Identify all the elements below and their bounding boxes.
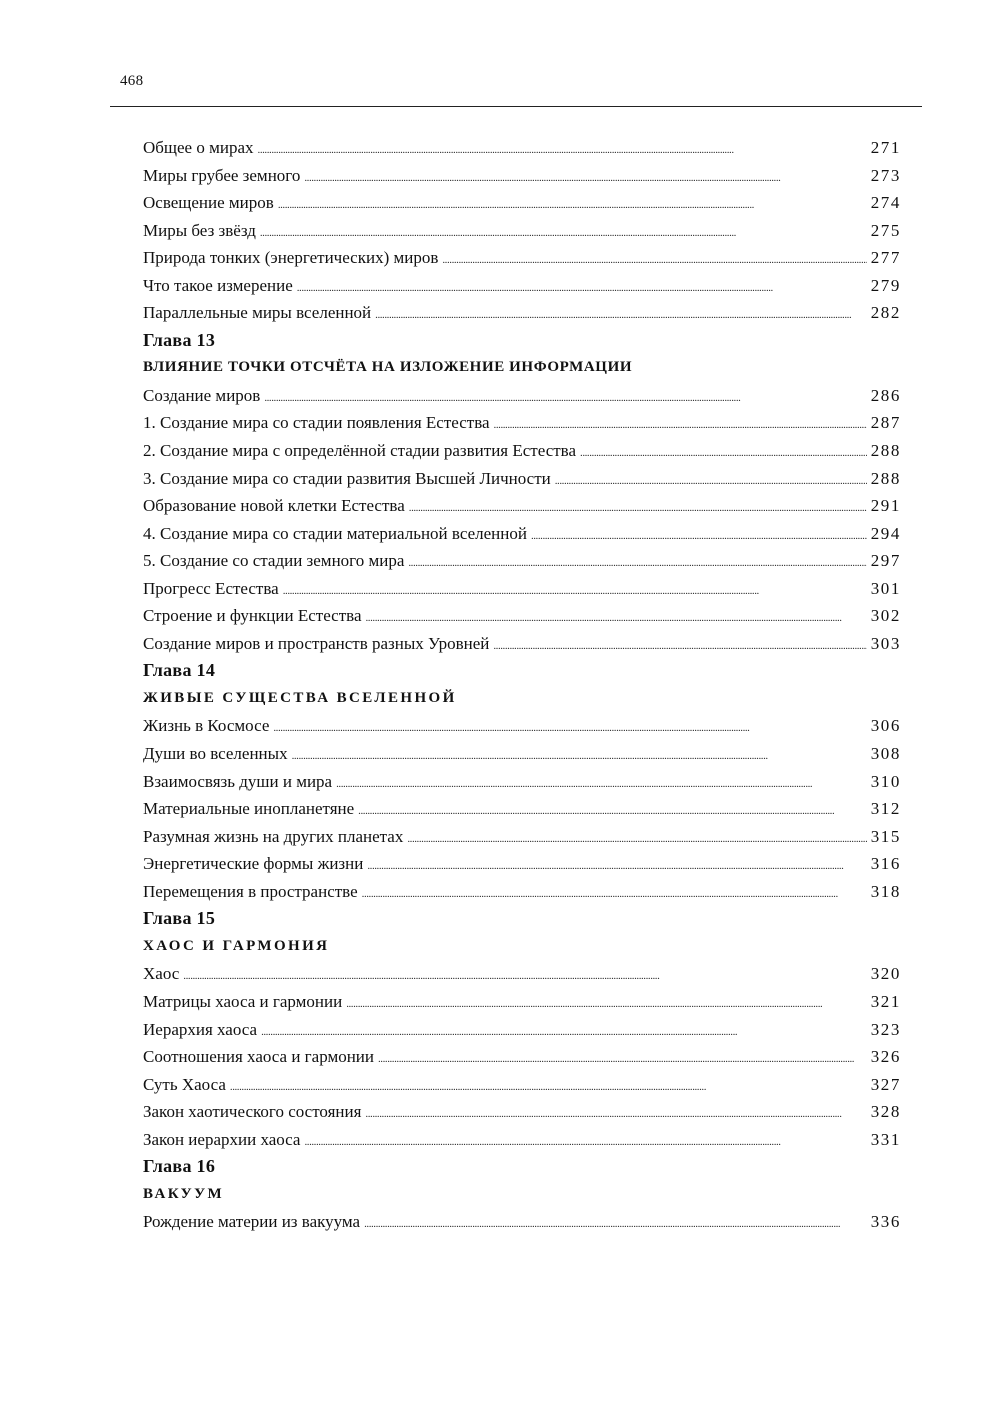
dot-leader — [409, 498, 867, 518]
toc-entry[interactable] — [143, 382, 899, 410]
toc-entry-title: 1. Создание мира со стадии появления Естества — [143, 413, 490, 433]
chapter-heading: Глава 16 — [143, 1156, 216, 1177]
toc-entry-title: Природа тонких (энергетических) миров — [143, 248, 439, 268]
toc-entry[interactable] — [143, 1071, 899, 1099]
toc-entry[interactable] — [143, 492, 899, 520]
toc-entry-title: Иерархия хаоса — [143, 1019, 258, 1039]
toc-entry-page: 310 — [870, 771, 901, 791]
dot-leader — [580, 443, 867, 463]
toc-entry-page: 323 — [870, 1019, 901, 1039]
toc-entry-title: Взаимосвязь души и мира — [143, 771, 333, 791]
toc-entry-title: 5. Создание со стадии земного мира — [143, 551, 405, 571]
dot-leader — [278, 195, 867, 215]
toc-entry-title: Рождение материи из вакуума — [143, 1212, 361, 1232]
toc-entry[interactable] — [143, 740, 899, 768]
dot-leader — [366, 608, 867, 628]
toc-entry-page: 287 — [870, 413, 901, 433]
toc-entry-title: 2. Создание мира с определённой стадии развития Естества — [143, 441, 577, 461]
dot-leader — [258, 140, 867, 160]
toc-entry[interactable] — [143, 409, 899, 437]
toc-entry-page: 316 — [870, 854, 901, 874]
toc-entry[interactable] — [143, 299, 899, 327]
toc-entry[interactable] — [143, 1043, 899, 1071]
toc-entry-title: Хаос — [143, 964, 180, 984]
toc-entry-page: 288 — [870, 441, 901, 461]
toc-entry-title: Создание миров — [143, 385, 261, 405]
dot-leader — [378, 1049, 867, 1069]
toc-entry-title: Строение и функции Естества — [143, 606, 362, 626]
dot-leader — [555, 471, 867, 491]
toc-entry-title: 3. Создание мира со стадии развития Высшей Личности — [143, 468, 551, 488]
dot-leader — [364, 1214, 867, 1234]
toc-entry[interactable] — [143, 134, 899, 162]
toc-entry-title: Что такое измерение — [143, 275, 293, 295]
toc-entry[interactable] — [143, 244, 899, 272]
toc-entry-page: 336 — [870, 1212, 901, 1232]
dot-leader — [336, 774, 867, 794]
toc-entry-title: Миры без звёзд — [143, 220, 256, 240]
toc-entry[interactable] — [143, 878, 899, 906]
toc-entry-title: Прогресс Естества — [143, 578, 279, 598]
toc-entry[interactable] — [143, 988, 899, 1016]
dot-leader — [493, 636, 866, 656]
toc-entry-page: 326 — [870, 1047, 901, 1067]
toc-entry-page: 331 — [870, 1129, 901, 1149]
toc-entry-page: 273 — [870, 165, 901, 185]
toc-entry-page: 306 — [870, 716, 901, 736]
toc-entry[interactable] — [143, 768, 899, 796]
toc-entry-title: Создание миров и пространств разных Уровней — [143, 633, 490, 653]
toc-entry[interactable] — [143, 520, 899, 548]
toc-entry[interactable] — [143, 162, 899, 190]
toc-entry[interactable] — [143, 547, 899, 575]
toc-entry-page: 294 — [870, 523, 901, 543]
toc-entry-page: 288 — [870, 468, 901, 488]
toc-entry-page: 328 — [870, 1102, 901, 1122]
toc-entry-title: Закон хаотического состояния — [143, 1102, 362, 1122]
toc-entry-title: Перемещения в пространстве — [143, 881, 358, 901]
toc-entry[interactable] — [143, 850, 899, 878]
toc-entry[interactable] — [143, 1126, 899, 1154]
toc-entry[interactable] — [143, 272, 899, 300]
dot-leader — [260, 223, 867, 243]
toc-entry-title: Образование новой клетки Естества — [143, 496, 405, 516]
dot-leader — [442, 250, 866, 270]
toc-entry-page: 277 — [870, 248, 901, 268]
toc-entry-title: Освещение миров — [143, 193, 274, 213]
toc-entry[interactable] — [143, 437, 899, 465]
dot-leader — [408, 553, 866, 573]
toc-entry-page: 282 — [870, 303, 901, 323]
toc-entry-page: 275 — [870, 220, 901, 240]
toc-entry-page: 271 — [870, 138, 901, 157]
section-title: ХАОС И ГАРМОНИЯ — [143, 937, 330, 954]
section-title: ВЛИЯНИЕ ТОЧКИ ОТСЧЁТА НА ИЗЛОЖЕНИЕ ИНФОРМАЦИИ — [143, 359, 633, 376]
toc-entry-title: Материальные инопланетяне — [143, 799, 355, 819]
toc-entry-title: Соотношения хаоса и гармонии — [143, 1047, 374, 1067]
toc-entry-page: 274 — [870, 193, 901, 213]
dot-leader — [358, 801, 867, 821]
toc-entry[interactable] — [143, 189, 899, 217]
toc-entry-page: 301 — [870, 578, 901, 598]
dot-leader — [304, 1132, 866, 1152]
dot-leader — [230, 1077, 867, 1097]
toc-entry-title: Энергетические формы жизни — [143, 854, 364, 874]
dot-leader — [346, 994, 867, 1014]
dot-leader — [283, 581, 867, 601]
toc-entry-title: Общее о мирах — [143, 138, 254, 157]
toc-entry-page: 286 — [870, 385, 901, 405]
toc-entry-page: 312 — [870, 799, 901, 819]
dot-leader — [273, 718, 866, 738]
dot-leader — [297, 278, 867, 298]
dot-leader — [261, 1022, 867, 1042]
dot-leader — [183, 966, 866, 986]
dot-leader — [375, 305, 867, 325]
toc-entry-page: 308 — [870, 744, 901, 764]
toc-entry-title: Закон иерархии хаоса — [143, 1129, 301, 1149]
toc-entry-page: 321 — [870, 991, 901, 1011]
toc-entry[interactable] — [143, 795, 899, 823]
chapter-heading: Глава 14 — [143, 660, 216, 681]
toc-entry-page: 291 — [870, 496, 901, 516]
chapter-heading: Глава 13 — [143, 329, 216, 350]
toc-entry-title: Миры грубее земного — [143, 165, 301, 185]
toc-entry-title: 4. Создание мира со стадии материальной вселенной — [143, 523, 527, 543]
table-of-contents — [143, 134, 899, 1236]
chapter-heading: Глава 15 — [143, 908, 216, 929]
toc-entry-title: Разумная жизнь на других планетах — [143, 826, 404, 846]
dot-leader — [362, 884, 867, 904]
toc-entry[interactable] — [143, 630, 899, 658]
dot-leader — [292, 746, 867, 766]
dot-leader — [367, 856, 866, 876]
dot-leader — [264, 388, 866, 408]
dot-leader — [407, 829, 866, 849]
toc-entry-page: 320 — [870, 964, 901, 984]
page-number: 468 — [120, 73, 144, 89]
toc-entry-page: 303 — [870, 633, 901, 653]
toc-entry-page: 279 — [870, 275, 901, 295]
toc-entry[interactable] — [143, 1016, 899, 1044]
toc-entry-title: Параллельные миры вселенной — [143, 303, 372, 323]
toc-entry[interactable] — [143, 1208, 899, 1236]
toc-entry[interactable] — [143, 575, 899, 603]
toc-entry[interactable] — [143, 1098, 899, 1126]
toc-entry[interactable] — [143, 217, 899, 245]
dot-leader — [304, 168, 866, 188]
dot-leader — [494, 415, 867, 435]
toc-entry[interactable] — [143, 465, 899, 493]
toc-entry-title: Души во вселенных — [143, 744, 288, 764]
toc-entry-page: 318 — [870, 881, 901, 901]
toc-entry-page: 327 — [870, 1074, 901, 1094]
toc-entry-title: Жизнь в Космосе — [143, 716, 270, 736]
section-title: ВАКУУМ — [143, 1185, 225, 1202]
toc-entry-title: Матрицы хаоса и гармонии — [143, 991, 343, 1011]
toc-entry-page: 302 — [870, 606, 901, 626]
toc-entry-page: 315 — [870, 826, 901, 846]
toc-entry[interactable] — [143, 960, 899, 988]
toc-entry[interactable] — [143, 712, 899, 740]
section-title: ЖИВЫЕ СУЩЕСТВА ВСЕЛЕННОЙ — [143, 689, 457, 706]
toc-entry[interactable] — [143, 823, 899, 851]
toc-entry[interactable] — [143, 602, 899, 630]
toc-entry-title: Суть Хаоса — [143, 1074, 226, 1094]
dot-leader — [365, 1104, 866, 1124]
header-rule — [110, 106, 922, 107]
toc-entry-page: 297 — [870, 551, 901, 571]
dot-leader — [531, 526, 867, 546]
